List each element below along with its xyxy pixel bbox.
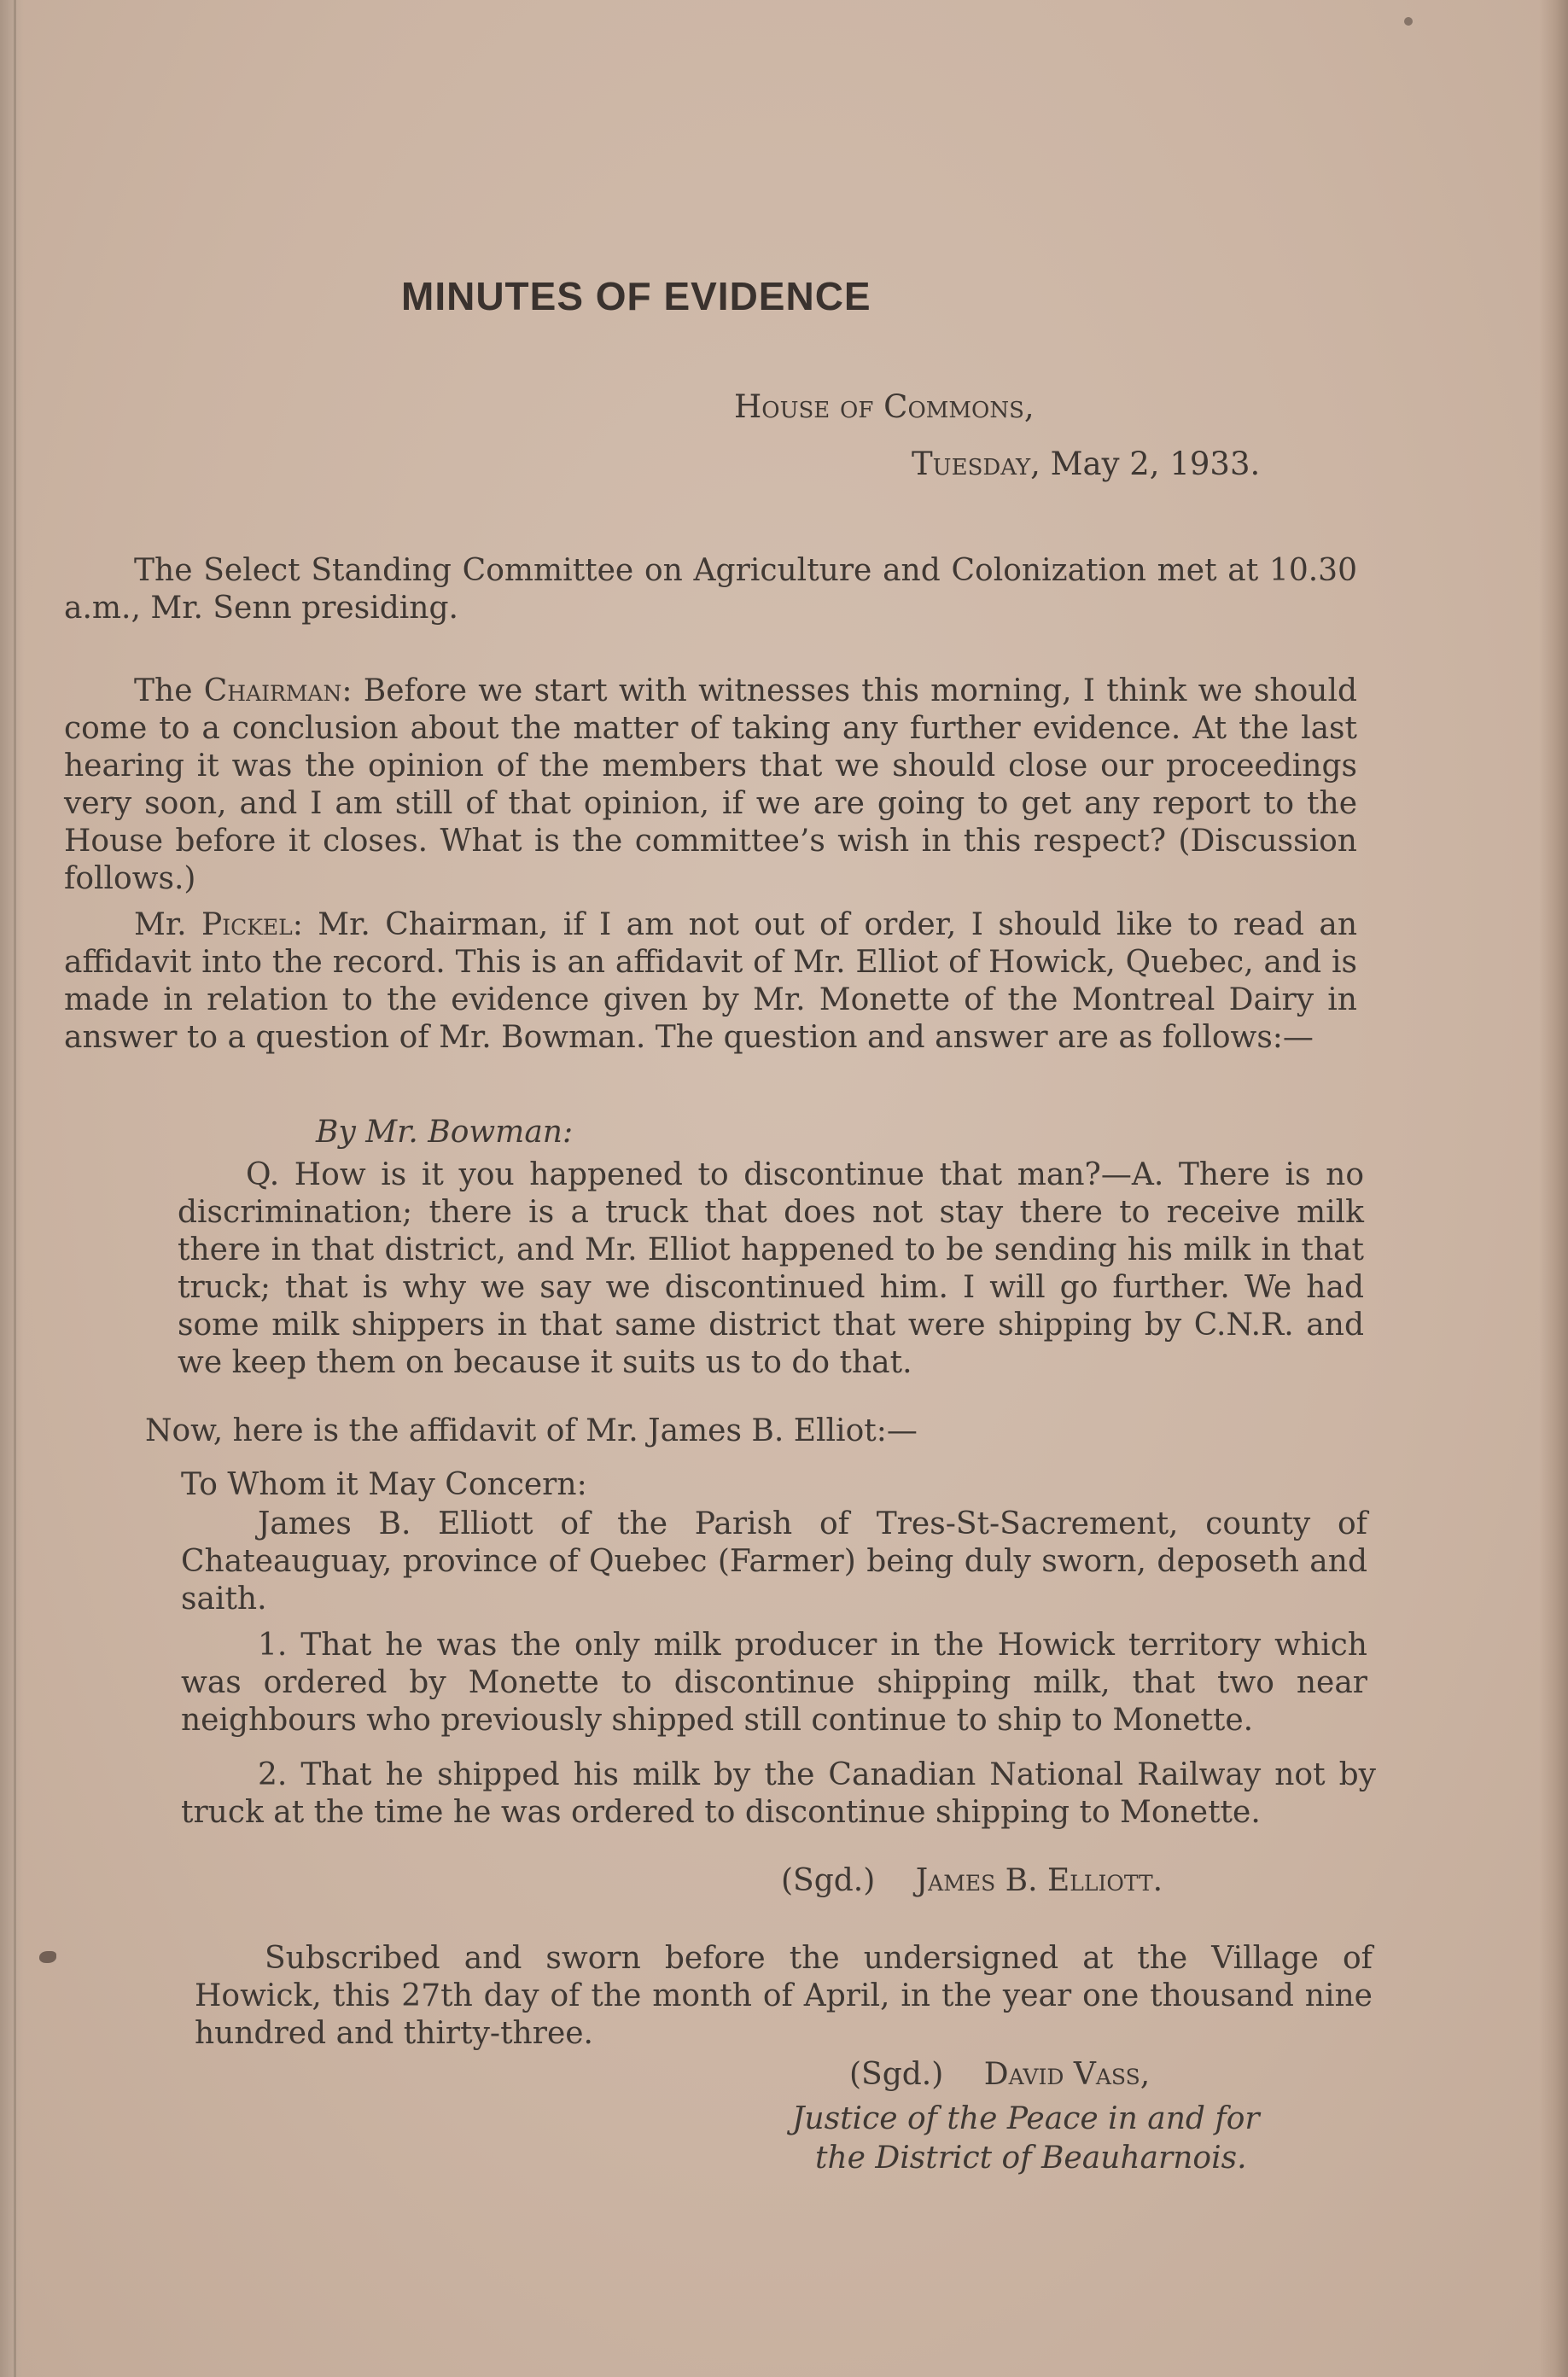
by-bowman-heading: By Mr. Bowman: — [316, 1115, 574, 1150]
chairman-speaker: Chairman — [203, 673, 342, 708]
now-here-line: Now, here is the affidavit of Mr. James B. Elliot:— — [145, 1413, 918, 1448]
affidavit-point-2: 2. That he shipped his milk by the Canadian National Railway not by truck at the time he was ordered to discontinue shipping to Monette. — [181, 1757, 1376, 1830]
binding-line — [14, 0, 16, 2377]
page-edge — [1539, 0, 1568, 2377]
signature-prefix: (Sgd.) — [781, 1863, 876, 1898]
speaker-colon: : — [292, 907, 318, 942]
signature-prefix: (Sgd.) — [849, 2057, 944, 2092]
margin-mark — [39, 1951, 56, 1963]
pickel-paragraph — [64, 906, 1357, 1057]
speaker-colon: : — [341, 673, 364, 708]
affidavit-point-1: 1. That he was the only milk producer in the Howick territory which was ordered by Monette to discontinue shipping milk, that two near neighbours who previously shipped still continue to ship to Monette. — [181, 1628, 1367, 1738]
opening-paragraph: The Select Standing Committee on Agriculture and Colonization met at 10.30 a.m., Mr. Senn presiding. — [64, 553, 1357, 626]
signature-name: David Vass, — [983, 2057, 1151, 2092]
justice-title-line-2: the District of Beauharnois. — [815, 2141, 1247, 2176]
to-whom-line: To Whom it May Concern: — [181, 1467, 587, 1502]
chairman-prefix: The — [134, 673, 204, 708]
subscribed-paragraph: Subscribed and sworn before the undersigned at the Village of Howick, this 27th day of the month of April, in the year one thousand nine hundred and thirty-three. — [195, 1941, 1373, 2051]
justice-title-line-1: Justice of the Peace in and for — [792, 2101, 1260, 2136]
signature-vass — [849, 2057, 1150, 2092]
pickel-speaker: Pickel — [201, 907, 293, 942]
pickel-text: Mr. Chairman, if I am not out of order, I should like to read an affidavit into the record. This is an affidavit of Mr. Elliot of Howick, Quebec, and is made in relation to the evidence given by Mr. Monette of the Montreal Dairy in answer to a question of Mr. Bowman. The question and answer are as follows:— — [64, 907, 1357, 1055]
pickel-prefix: Mr. — [134, 907, 201, 942]
binding-edge — [0, 0, 24, 2377]
chairman-text: Before we start with witnesses this morning, I think we should come to a conclusion about the matter of taking any further evidence. At the last hearing it was the opinion of the members that we should close our proceedings very soon, and I am still of that opinion, if we are going to get any report to the House before it closes. What is the committee’s wish in this respect? (Discussion follows.) — [64, 673, 1358, 896]
chairman-paragraph — [64, 673, 1357, 898]
page-title: MINUTES OF EVIDENCE — [401, 274, 871, 318]
date-line — [912, 446, 1260, 482]
qa-paragraph: Q. How is it you happened to discontinue that man?—A. There is no discrimination; there is a truck that does not stay there to receive milk there in that district, and Mr. Elliot happened to be sending his milk in that truck; that is why we say we discontinued him. I will go further. We had some milk shippers in that same district that were shipping by C.N.R. and we keep them on because it suits us to do that. — [178, 1157, 1364, 1380]
date-rest: May 2, 1933. — [1050, 446, 1261, 482]
affidavit-intro: James B. Elliott of the Parish of Tres-St-Sacrement, county of Chateauguay, province of Quebec (Farmer) being duly sworn, deposeth and saith. — [181, 1506, 1367, 1617]
signature-name: James B. Elliott. — [915, 1863, 1163, 1898]
date-day: Tuesday, — [912, 446, 1040, 482]
location-line: House of Commons, — [734, 388, 1035, 425]
paper-fleck — [1404, 17, 1413, 26]
signature-elliott — [781, 1863, 1163, 1898]
